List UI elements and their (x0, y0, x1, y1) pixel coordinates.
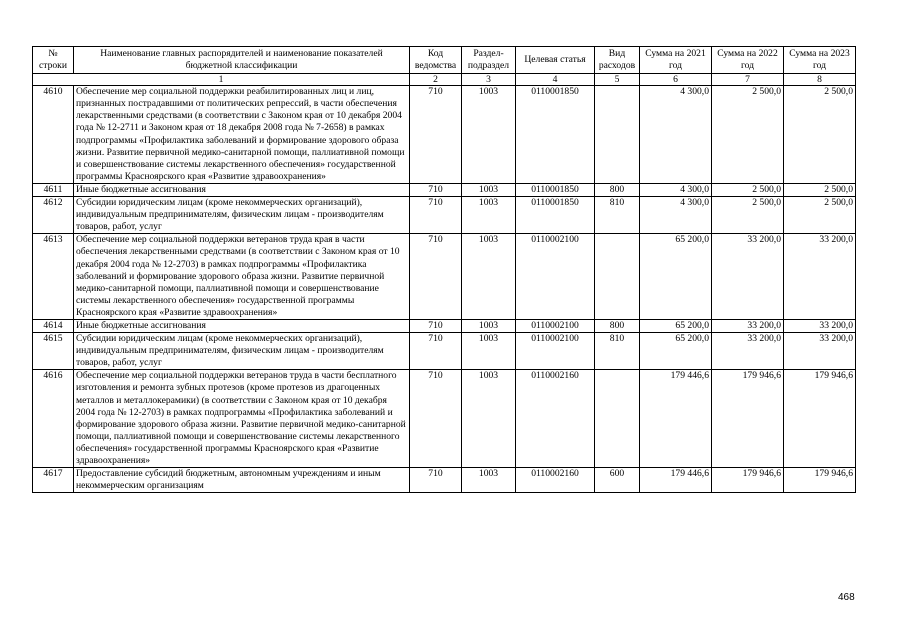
row-sum-2022: 33 200,0 (712, 234, 784, 320)
header-section: Раздел-подраздел (462, 47, 516, 74)
column-number: 1 (33, 74, 410, 86)
table-row (33, 468, 856, 493)
row-sum-2022: 33 200,0 (712, 333, 784, 370)
header-sum-2023: Сумма на 2023 год (784, 47, 856, 74)
row-dept-code: 710 (410, 86, 462, 184)
row-section: 1003 (462, 86, 516, 184)
row-exp-type (595, 370, 640, 468)
row-target: 0110002160 (516, 370, 595, 468)
row-section: 1003 (462, 468, 516, 493)
header-row-no: № строки (33, 47, 74, 74)
row-exp-type: 800 (595, 183, 640, 196)
column-number: 4 (516, 74, 595, 86)
table-row (33, 183, 856, 196)
row-number: 4614 (33, 319, 74, 332)
table-header-row (33, 47, 856, 74)
row-exp-type: 810 (595, 333, 640, 370)
row-sum-2022: 2 500,0 (712, 183, 784, 196)
table-row (33, 197, 856, 234)
row-name: Субсидии юридическим лицам (кроме некоммерческих организаций), индивидуальным предпринимателям, физическим лицам - производителям товаров, работ, услуг (74, 333, 410, 370)
page-number: 468 (838, 592, 855, 603)
row-section: 1003 (462, 370, 516, 468)
column-number-row (33, 74, 856, 86)
row-target: 0110002100 (516, 319, 595, 332)
header-sum-2021: Сумма на 2021 год (640, 47, 712, 74)
column-number: 2 (410, 74, 462, 86)
row-sum-2021: 179 446,6 (640, 468, 712, 493)
row-target: 0110002100 (516, 234, 595, 320)
row-dept-code: 710 (410, 468, 462, 493)
row-sum-2022: 2 500,0 (712, 197, 784, 234)
row-target: 0110001850 (516, 86, 595, 184)
row-sum-2023: 2 500,0 (784, 183, 856, 196)
row-number: 4617 (33, 468, 74, 493)
row-name: Иные бюджетные ассигнования (74, 183, 410, 196)
column-number: 3 (462, 74, 516, 86)
row-section: 1003 (462, 183, 516, 196)
row-number: 4613 (33, 234, 74, 320)
column-number: 8 (784, 74, 856, 86)
row-exp-type: 600 (595, 468, 640, 493)
table-row (33, 370, 856, 468)
row-dept-code: 710 (410, 183, 462, 196)
row-dept-code: 710 (410, 234, 462, 320)
row-target: 0110002160 (516, 468, 595, 493)
row-dept-code: 710 (410, 197, 462, 234)
row-number: 4612 (33, 197, 74, 234)
row-name: Обеспечение мер социальной поддержки ветеранов труда края в части обеспечения лекарственными средствами (в соответствии с Законом края от 10 декабря 2004 года № 12-2703) в рамках подпрограммы «Профилактика заболеваний и формирование здорового образа жизни. Развитие первичной медико-санитарной помощи, паллиативной помощи и совершенствование системы лекарственного обеспечения» государственной программы Красноярского края «Развитие здравоохранения» (74, 234, 410, 320)
row-number: 4610 (33, 86, 74, 184)
table-row (33, 319, 856, 332)
header-dept-code: Код ведомства (410, 47, 462, 74)
row-exp-type (595, 86, 640, 184)
budget-table (32, 46, 856, 493)
row-number: 4615 (33, 333, 74, 370)
row-sum-2023: 33 200,0 (784, 234, 856, 320)
row-target: 0110002100 (516, 333, 595, 370)
row-sum-2023: 179 946,6 (784, 468, 856, 493)
header-name: Наименование главных распорядителей и наименование показателей бюджетной классификации (74, 47, 410, 74)
header-sum-2022: Сумма на 2022 год (712, 47, 784, 74)
row-sum-2021: 4 300,0 (640, 183, 712, 196)
row-dept-code: 710 (410, 370, 462, 468)
column-number: 6 (640, 74, 712, 86)
row-sum-2023: 33 200,0 (784, 319, 856, 332)
header-target: Целевая статья (516, 47, 595, 74)
row-sum-2022: 33 200,0 (712, 319, 784, 332)
row-exp-type: 800 (595, 319, 640, 332)
row-exp-type: 810 (595, 197, 640, 234)
row-sum-2021: 65 200,0 (640, 319, 712, 332)
row-sum-2021: 4 300,0 (640, 86, 712, 184)
row-sum-2021: 65 200,0 (640, 333, 712, 370)
row-section: 1003 (462, 197, 516, 234)
row-name: Иные бюджетные ассигнования (74, 319, 410, 332)
row-exp-type (595, 234, 640, 320)
row-sum-2021: 4 300,0 (640, 197, 712, 234)
row-section: 1003 (462, 333, 516, 370)
row-sum-2023: 179 946,6 (784, 370, 856, 468)
row-sum-2021: 65 200,0 (640, 234, 712, 320)
row-target: 0110001850 (516, 183, 595, 196)
row-target: 0110001850 (516, 197, 595, 234)
column-number: 5 (595, 74, 640, 86)
row-section: 1003 (462, 234, 516, 320)
column-number: 7 (712, 74, 784, 86)
row-sum-2023: 33 200,0 (784, 333, 856, 370)
row-name: Предоставление субсидий бюджетным, автономным учреждениям и иным некоммерческим организациям (74, 468, 410, 493)
header-exp-type: Вид расходов (595, 47, 640, 74)
row-dept-code: 710 (410, 319, 462, 332)
row-dept-code: 710 (410, 333, 462, 370)
row-sum-2022: 179 946,6 (712, 370, 784, 468)
row-name: Субсидии юридическим лицам (кроме некоммерческих организаций), индивидуальным предпринимателям, физическим лицам - производителям товаров, работ, услуг (74, 197, 410, 234)
row-sum-2023: 2 500,0 (784, 197, 856, 234)
row-sum-2021: 179 446,6 (640, 370, 712, 468)
table-row (33, 234, 856, 320)
row-sum-2022: 2 500,0 (712, 86, 784, 184)
row-name: Обеспечение мер социальной поддержки реабилитированных лиц и лиц, признанных пострадавшими от политических репрессий, в части обеспечения лекарственными средствами (в соответствии с Законом края от 10 декабря 2004 года № 12-2711 и Законом края от 18 декабря 2008 года № 7-2658) в рамках подпрограммы «Профилактика заболеваний и формирование здорового образа жизни. Развитие первичной медико-санитарной помощи, паллиативной помощи и совершенствование системы лекарственного обеспечения» государственной программы Красноярского края «Развитие здравоохранения» (74, 86, 410, 184)
row-section: 1003 (462, 319, 516, 332)
row-number: 4611 (33, 183, 74, 196)
table-row (33, 86, 856, 184)
row-sum-2022: 179 946,6 (712, 468, 784, 493)
row-name: Обеспечение мер социальной поддержки ветеранов труда в части бесплатного изготовления и ремонта зубных протезов (кроме протезов из драгоценных металлов и металлокерамики) (в соответствии с Законом края от 10 декабря 2004 года № 12-2703) в рамках подпрограммы «Профилактика заболеваний и формирование здорового образа жизни. Развитие первичной медико-санитарной помощи, паллиативной помощи и совершенствование системы лекарственного обеспечения» государственной программы Красноярского края «Развитие здравоохранения» (74, 370, 410, 468)
table-row (33, 333, 856, 370)
row-sum-2023: 2 500,0 (784, 86, 856, 184)
row-number: 4616 (33, 370, 74, 468)
